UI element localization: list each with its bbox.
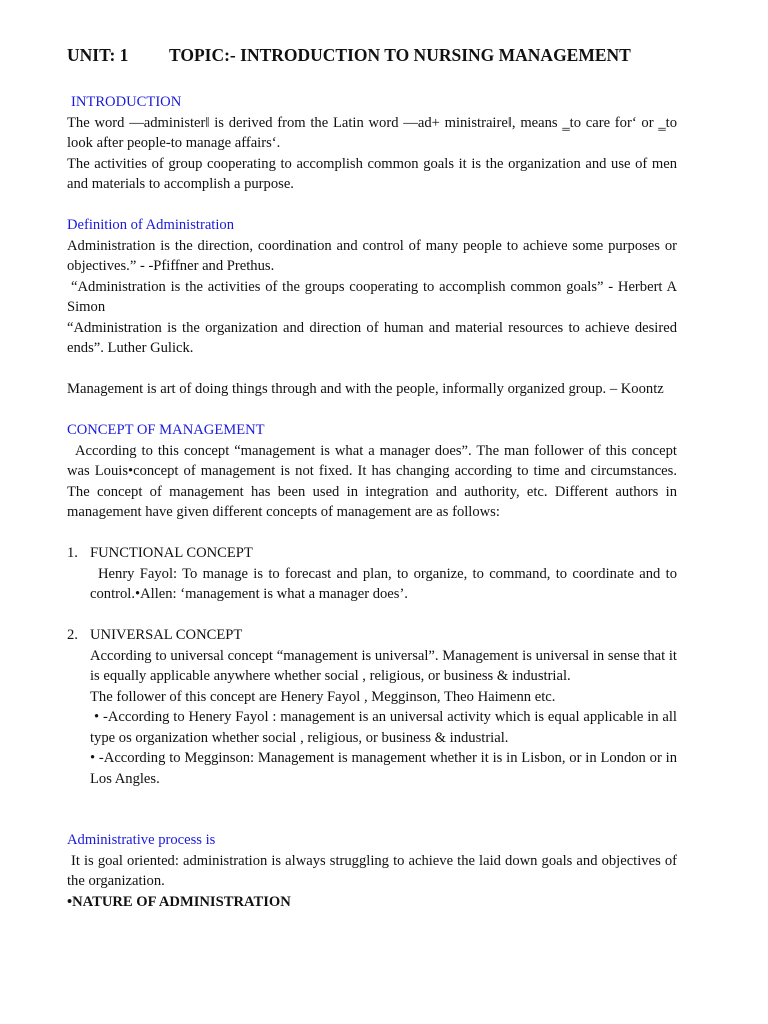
- concept-heading: CONCEPT OF MANAGEMENT: [67, 422, 265, 438]
- concept-paragraph: According to this concept “management is what a manager does”. The man follower of this concept was Louis•concept of management is not fixed. It has changing according to time and circumstances. The concept of management has been used in integration and authority, etc. Different authors in management have given different concepts of management are as follows:: [67, 442, 677, 520]
- nature-heading: •NATURE OF ADMINISTRATION: [67, 893, 291, 910]
- definition-heading: Definition of Administration: [67, 217, 235, 233]
- list-number: 2.: [67, 627, 78, 643]
- list-item: [67, 543, 677, 605]
- list-line: The follower of this concept are Henery Fayol , Megginson, Theo Haimenn etc.: [90, 688, 556, 705]
- definition-3: “Administration is the organization and direction of human and material resources to achieve desired ends”. Luther Gulick.: [67, 319, 677, 356]
- topic-label: TOPIC:- INTRODUCTION TO NURSING MANAGEMENT: [169, 45, 631, 65]
- list-line: • -According to Henery Fayol : management is an universal activity which is equal applicable in all type os organization whether social , religious, or business & industrial.: [90, 709, 677, 746]
- list-line: According to universal concept “management is universal”. Management is universal in sense that it is equally applicable anywhere whether social , religious, or business & industrial.: [90, 647, 677, 684]
- list-line: • -According to Megginson: Management is management whether it is in Lisbon, or in London or in Los Angles.: [90, 750, 677, 787]
- process-heading: Administrative process is: [67, 832, 216, 848]
- document-body: [67, 92, 677, 912]
- unit-label: UNIT: 1: [67, 45, 129, 65]
- definition-4: Management is art of doing things through and with the people, informally organized group. – Koontz: [67, 381, 664, 397]
- introduction-heading: INTRODUCTION: [71, 94, 182, 110]
- list-line: Henry Fayol: To manage is to forecast and plan, to organize, to command, to coordinate and to control.•Allen: ‘management is what a manager does’.: [90, 565, 677, 602]
- definition-2: “Administration is the activities of the groups cooperating to accomplish common goals” - Herbert A Simon: [67, 278, 677, 315]
- introduction-paragraph-1: The word ―administer‖ is derived from the Latin word ―ad+ ministraire‖, means ‗to care for‘ or ‗to look after people-to manage affairs‘.: [67, 114, 677, 151]
- definition-1: Administration is the direction, coordination and control of many people to achieve some purposes or objectives.” - -Pfiffner and Prethus.: [67, 237, 677, 274]
- introduction-paragraph-2: The activities of group cooperating to accomplish common goals it is the organization and use of men and materials to accomplish a purpose.: [67, 155, 677, 192]
- list-title: FUNCTIONAL CONCEPT: [90, 545, 253, 561]
- list-number: 1.: [67, 545, 78, 561]
- list-item: [67, 625, 677, 789]
- list-title: UNIVERSAL CONCEPT: [90, 627, 243, 643]
- page-title: [67, 45, 707, 66]
- process-paragraph: It is goal oriented: administration is always struggling to achieve the laid down goals and objectives of the organization.: [67, 852, 677, 889]
